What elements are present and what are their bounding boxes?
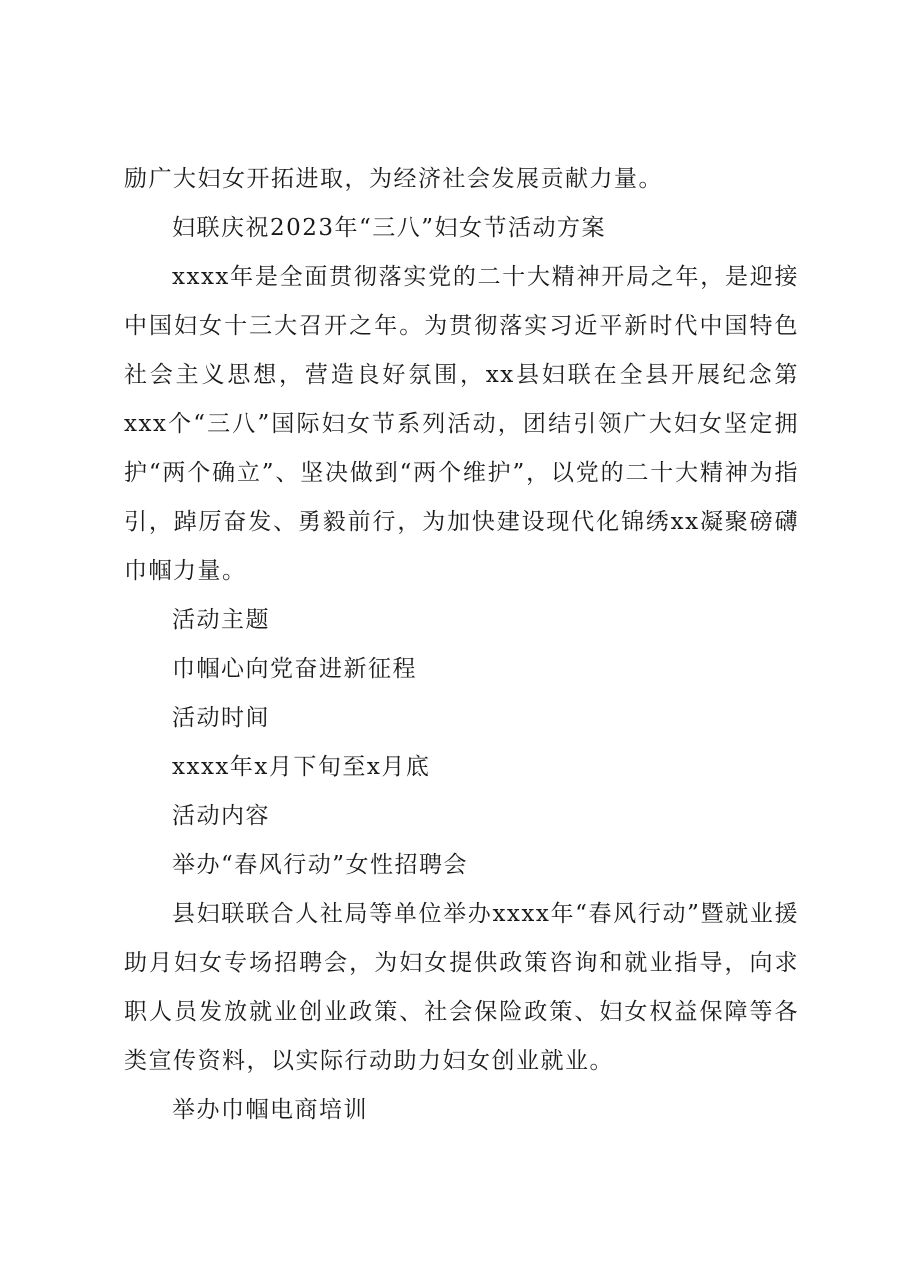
paragraph-time: xxxx年x月下旬至x月底 (172, 754, 431, 780)
subheading-job-fair: 举办“春风行动”女性招聘会 (172, 852, 469, 878)
paragraph-intro: xxxx年是全面贯彻落实党的二十大精神开局之年，是迎接中国妇女十三大召开之年。为贯彻落实习近平新时代中国特色社会主义思想，营造良好氛围，xx县妇联在全县开展纪念第xxx个“三八”国际妇女节系列活动，团结引领广大妇女坚定拥护“两个确立”、坚决做到“两个维护”，以党的二十大精神为指引，踔厉奋发、勇毅前行，为加快建设现代化锦绣xx凝聚磅礴巾帼力量。 (124, 264, 799, 584)
paragraph-continuation: 励广大妇女开拓进取，为经济社会发展贡献力量。 (124, 166, 663, 192)
document-body (124, 155, 799, 1135)
heading-time: 活动时间 (172, 705, 270, 731)
heading-content: 活动内容 (172, 803, 270, 829)
paragraph-theme: 巾帼心向党奋进新征程 (172, 656, 417, 682)
paragraph-job-fair: 县妇联联合人社局等单位举办xxxx年“春风行动”暨就业援助月妇女专场招聘会，为妇女提供政策咨询和就业指导，向求职人员发放就业创业政策、社会保险政策、妇女权益保障等各类宣传资料，以实际行动助力妇女创业就业。 (124, 901, 799, 1074)
document-title: 妇联庆祝2023年“三八”妇女节活动方案 (172, 215, 607, 241)
subheading-ecommerce-training: 举办巾帼电商培训 (172, 1097, 368, 1123)
heading-theme: 活动主题 (172, 607, 270, 633)
